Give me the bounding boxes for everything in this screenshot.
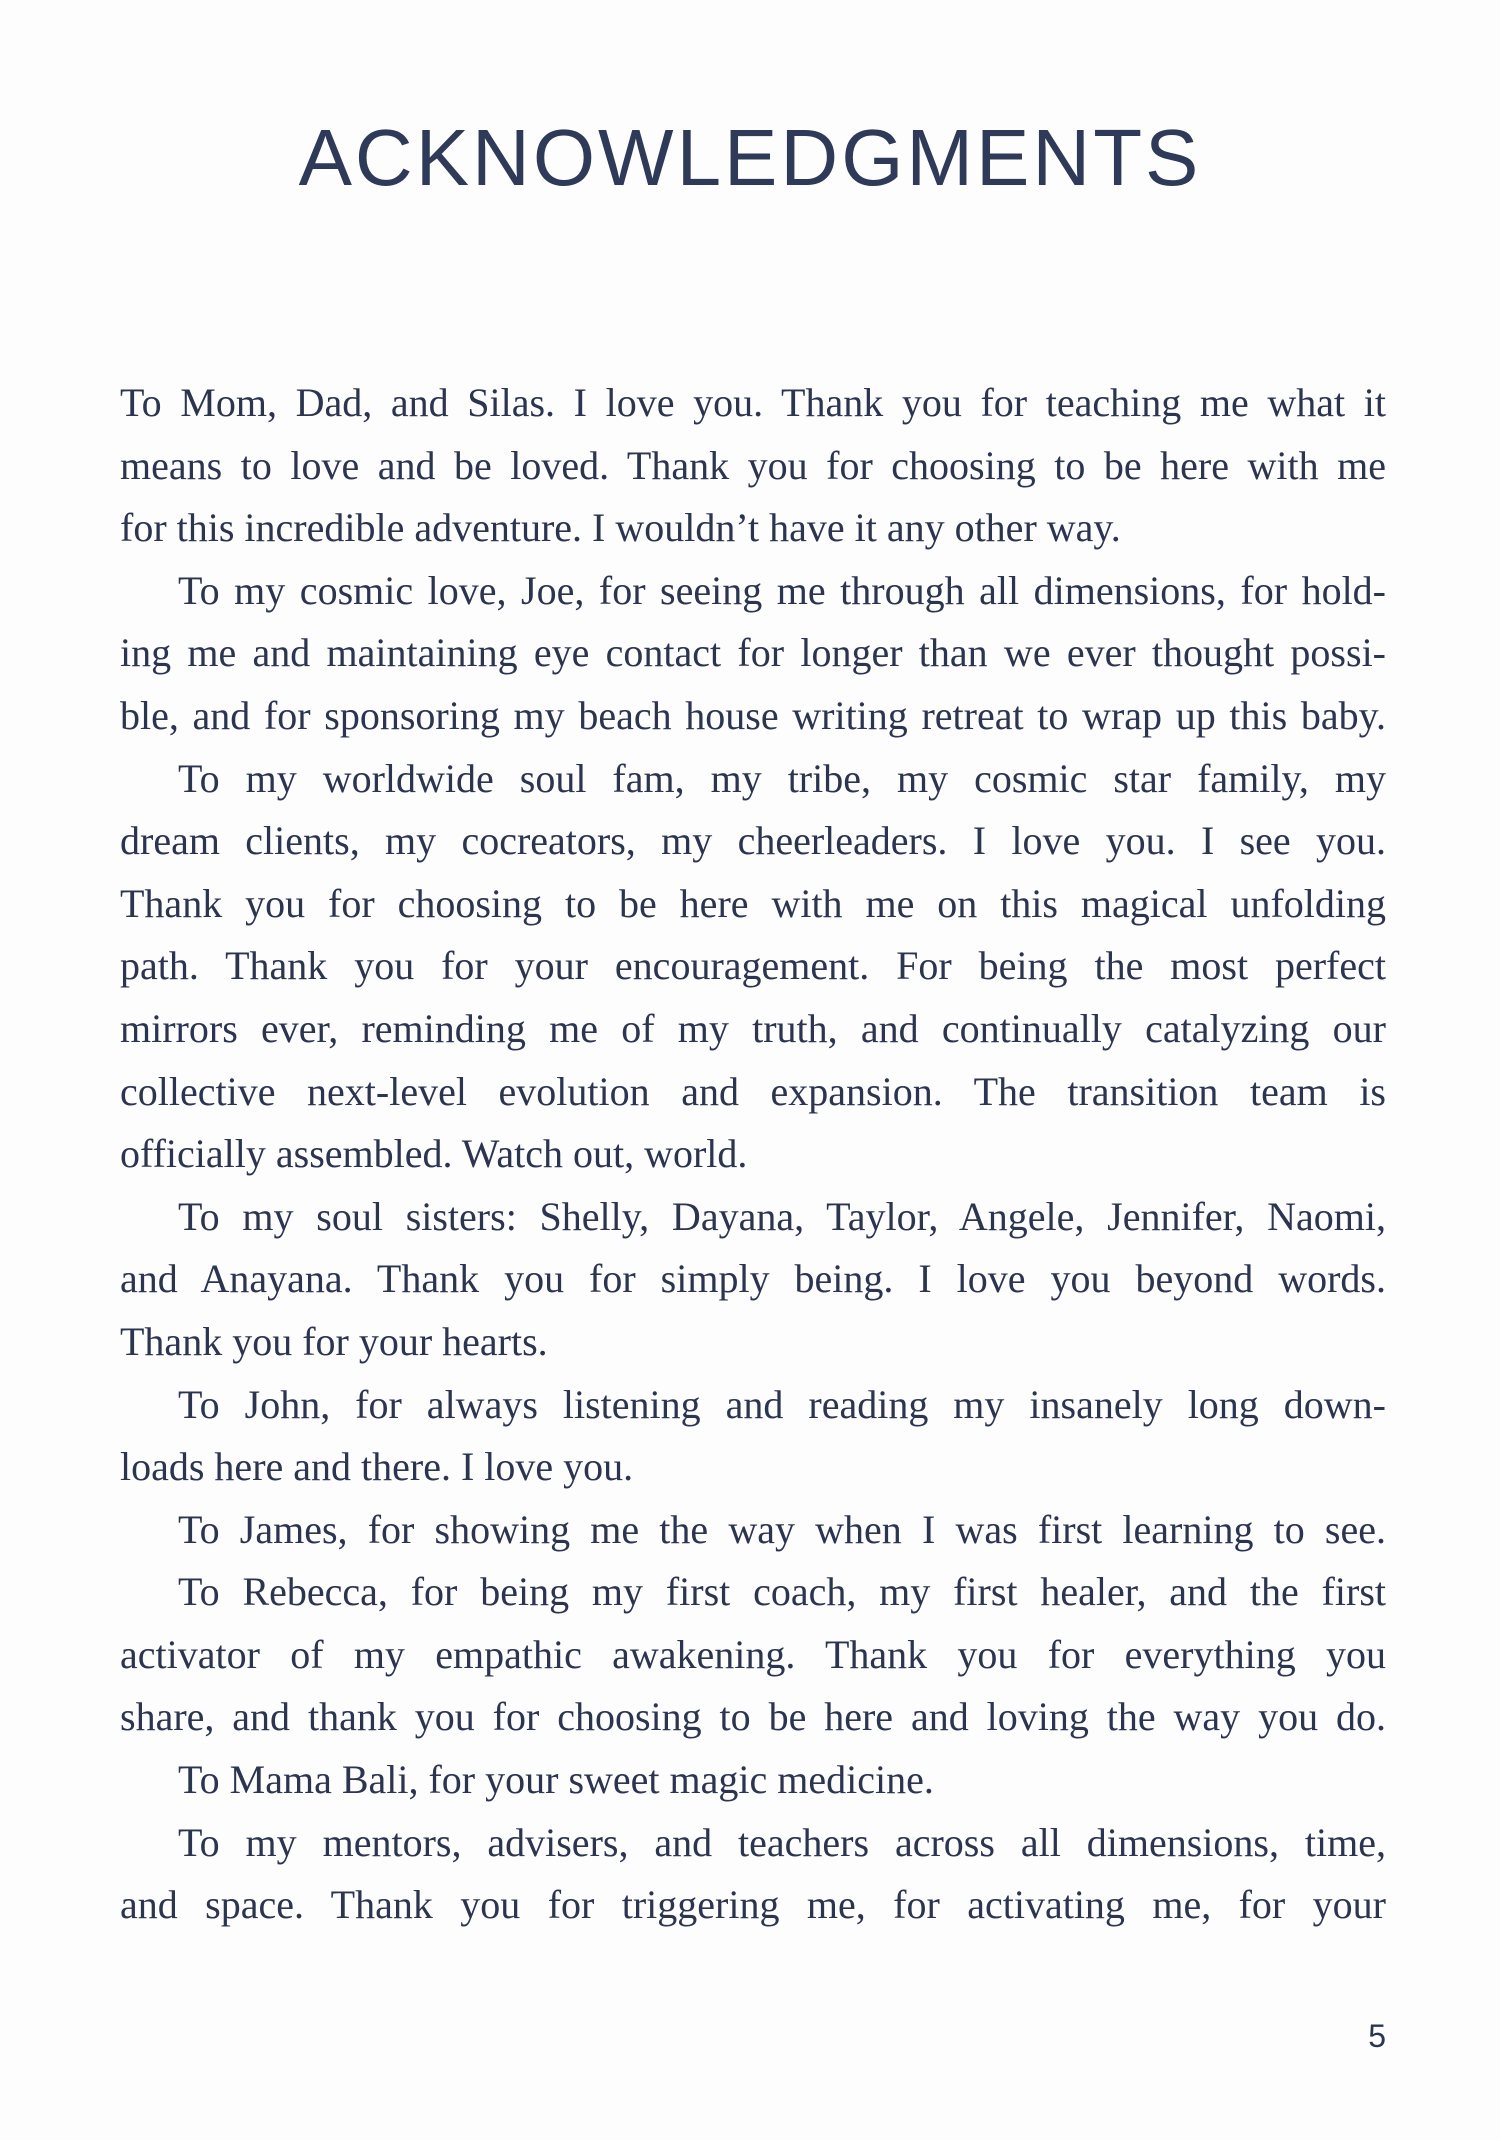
text-line: To John, for always listening and reading my insanely long down- bbox=[178, 1381, 1386, 1427]
text-line: collective next-level evolution and expansion. The transition team is bbox=[120, 1068, 1386, 1114]
text-line: activator of my empathic awakening. Thank you for everything you bbox=[120, 1631, 1386, 1677]
text-line: dream clients, my cocreators, my cheerleaders. I love you. I see you. bbox=[120, 818, 1386, 864]
text-line: for this incredible adventure. I wouldn’t have it any other way. bbox=[120, 505, 1121, 551]
text-line: To Mama Bali, for your sweet magic medicine. bbox=[178, 1757, 934, 1803]
text-line: To James, for showing me the way when I was first learning to see. bbox=[178, 1506, 1386, 1552]
text-line: path. Thank you for your encouragement. For being the most perfect bbox=[120, 943, 1386, 989]
text-line: mirrors ever, reminding me of my truth, and continually catalyzing our bbox=[120, 1005, 1386, 1051]
text-line: means to love and be loved. Thank you for choosing to be here with me bbox=[120, 442, 1386, 488]
text-line: To my cosmic love, Joe, for seeing me through all dimensions, for hold- bbox=[178, 567, 1386, 613]
text-line: ing me and maintaining eye contact for longer than we ever thought possi- bbox=[120, 630, 1386, 676]
page-title: ACKNOWLEDGMENTS bbox=[298, 113, 1202, 202]
page-number: 5 bbox=[1368, 2018, 1386, 2054]
acknowledgments-body bbox=[120, 372, 1386, 1937]
text-line: To Rebecca, for being my first coach, my first healer, and the first bbox=[178, 1569, 1386, 1615]
text-line: and space. Thank you for triggering me, for activating me, for your bbox=[120, 1882, 1386, 1928]
text-line: Thank you for your hearts. bbox=[120, 1318, 548, 1364]
text-line: To Mom, Dad, and Silas. I love you. Thank you for teaching me what it bbox=[120, 380, 1386, 425]
text-line: and Anayana. Thank you for simply being. I love you beyond words. bbox=[120, 1256, 1386, 1302]
text-line: share, and thank you for choosing to be here and loving the way you do. bbox=[120, 1694, 1386, 1740]
text-line: ble, and for sponsoring my beach house writing retreat to wrap up this baby. bbox=[120, 692, 1386, 738]
text-line: To my worldwide soul fam, my tribe, my cosmic star family, my bbox=[178, 755, 1386, 801]
text-line: To my mentors, advisers, and teachers across all dimensions, time, bbox=[178, 1819, 1386, 1865]
text-line: loads here and there. I love you. bbox=[120, 1444, 634, 1490]
text-line: officially assembled. Watch out, world. bbox=[120, 1131, 748, 1177]
text-line: To my soul sisters: Shelly, Dayana, Taylor, Angele, Jennifer, Naomi, bbox=[178, 1193, 1386, 1239]
text-line: Thank you for choosing to be here with me on this magical unfolding bbox=[120, 880, 1386, 926]
